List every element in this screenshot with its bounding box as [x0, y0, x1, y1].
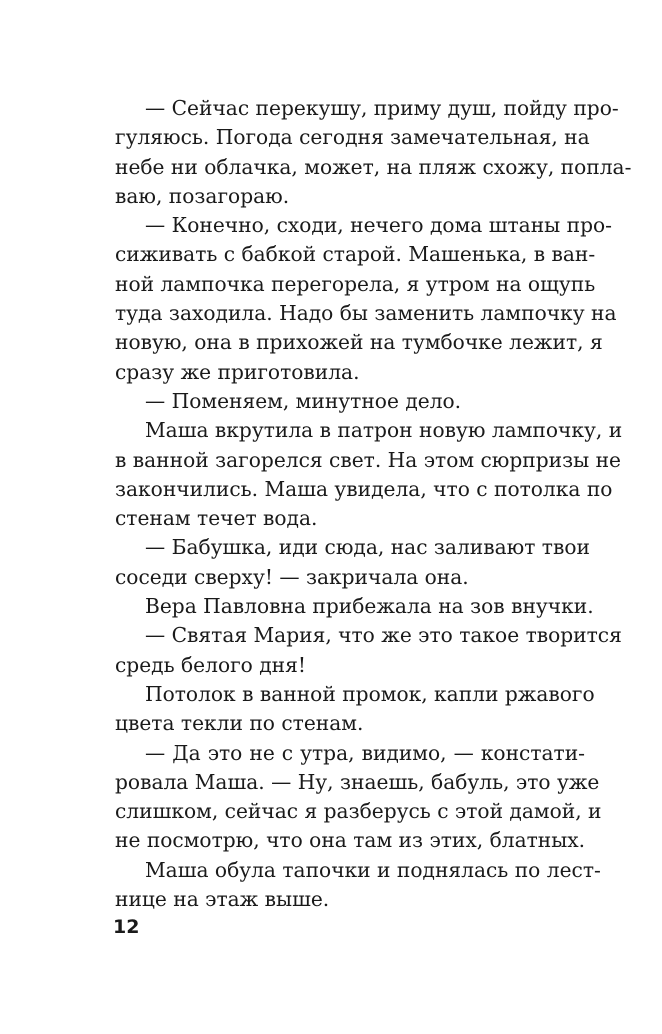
text-line: ваю, позагораю.: [115, 183, 290, 208]
text-line: гуляюсь. Погода сегодня замечательная, на: [115, 125, 590, 150]
text-line: сразу же приготовила.: [115, 359, 360, 384]
text-line: цвета текли по стенам.: [115, 711, 364, 736]
text-line: соседи сверху! — закричала она.: [115, 564, 469, 589]
text-line: новую, она в прихожей на тумбочке лежит, я: [115, 330, 603, 355]
text-line: Маша вкрутила в патрон новую лампочку, и: [145, 418, 623, 443]
text-line: — Святая Мария, что же это такое творится: [145, 623, 622, 648]
text-line: — Бабушка, иди сюда, нас заливают твои: [145, 535, 590, 560]
text-line: туда заходила. Надо бы заменить лампочку на: [115, 301, 617, 326]
text-line: Вера Павловна прибежала на зов внучки.: [145, 594, 594, 619]
text-line: не посмотрю, что она там из этих, блатных.: [115, 828, 586, 853]
text-line: нице на этаж выше.: [115, 887, 330, 912]
body-text: [115, 94, 632, 914]
text-line: Маша обула тапочки и поднялась по лест-: [145, 857, 601, 882]
text-line: сиживать с бабкой старой. Машенька, в ван-: [115, 242, 596, 267]
page-number: 12: [113, 916, 140, 938]
text-line: закончились. Маша увидела, что с потолка по: [115, 476, 613, 501]
text-line: — Поменяем, минутное дело.: [145, 388, 462, 413]
text-line: ной лампочка перегорела, я утром на ощупь: [115, 271, 596, 296]
text-line: — Сейчас перекушу, приму душ, пойду про-: [145, 96, 619, 120]
text-line: — Конечно, сходи, нечего дома штаны про-: [145, 213, 612, 238]
text-line: в ванной загорелся свет. На этом сюрпризы не: [115, 447, 622, 472]
text-line: стенам течет вода.: [115, 506, 318, 531]
text-line: Потолок в ванной промок, капли ржавого: [145, 681, 595, 706]
text-line: небе ни облачка, может, на пляж схожу, попла-: [115, 154, 632, 179]
text-line: слишком, сейчас я разберусь с этой дамой, и: [115, 799, 602, 824]
text-line: средь белого дня!: [115, 652, 306, 677]
text-line: ровала Маша. — Ну, знаешь, бабуль, это уже: [115, 769, 600, 794]
text-line: — Да это не с утра, видимо, — констати-: [145, 740, 585, 765]
